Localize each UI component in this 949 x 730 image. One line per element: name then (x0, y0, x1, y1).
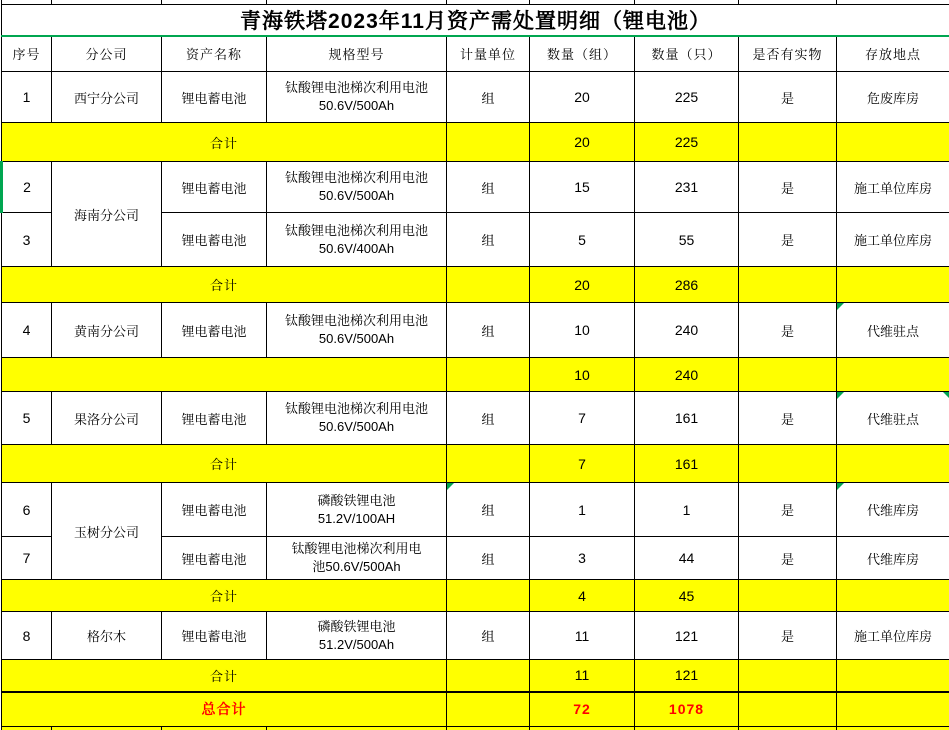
data-row-2 (2, 162, 949, 213)
grand-total-qty-pieces[interactable]: 1078 (635, 692, 739, 727)
cell-r5-qty-groups[interactable]: 7 (530, 392, 635, 445)
subtotal-row-2 (2, 267, 949, 303)
subtotal-row-6 (2, 660, 949, 692)
spec-line1: 钛酸锂电池梯次利用电池 (284, 222, 428, 238)
data-row-8 (2, 612, 949, 660)
col-header-qty-groups[interactable]: 数量（组） (530, 36, 635, 72)
cell-r3-qty-pieces[interactable]: 55 (635, 213, 739, 267)
subtotal-empty[interactable] (837, 267, 949, 303)
cell-r6-unit[interactable] (447, 483, 530, 537)
cell-r2-location[interactable]: 施工单位库房 (837, 162, 949, 213)
subtotal-empty[interactable] (739, 267, 837, 303)
page-title[interactable]: 青海铁塔2023年11月资产需处置明细（锂电池） (2, 4, 949, 36)
spec-line1: 钛酸锂电池梯次利用电池 (284, 401, 428, 417)
cell-r4-serial[interactable]: 4 (2, 303, 52, 358)
cell-r4-location[interactable] (837, 303, 949, 358)
spec-line2: 50.6V/400Ah (318, 240, 395, 256)
title-row (2, 4, 949, 36)
cell-r3-serial[interactable]: 3 (2, 213, 52, 267)
cell-r7-asset[interactable]: 锂电蓄电池 (162, 537, 267, 580)
cell-r4-qty-groups[interactable]: 10 (530, 303, 635, 358)
cell-r2-physical[interactable]: 是 (739, 162, 837, 213)
subtotal-label[interactable]: 合计 (2, 580, 447, 612)
cell-r1-qty-groups[interactable]: 20 (530, 72, 635, 123)
subtotal-qty-groups[interactable]: 20 (530, 267, 635, 303)
clipped-cell (635, 727, 739, 730)
cell-r5-physical[interactable]: 是 (739, 392, 837, 445)
cell-r7-qty-groups[interactable]: 3 (530, 537, 635, 580)
grand-total-unit-empty[interactable] (447, 692, 530, 727)
col-header-asset-name[interactable]: 资产名称 (162, 36, 267, 72)
cell-r3-qty-groups[interactable]: 5 (530, 213, 635, 267)
subtotal-row-3 (2, 358, 949, 392)
subtotal-unit-empty[interactable] (447, 267, 530, 303)
cell-r6-branch-merged[interactable]: 玉树分公司 (52, 483, 162, 580)
spec-line2: 50.6V/500Ah (318, 188, 395, 203)
green-flag-icon (447, 483, 454, 490)
col-header-serial[interactable]: 序号 (2, 36, 52, 72)
subtotal-label[interactable] (2, 358, 447, 392)
subtotal-unit-empty[interactable] (447, 580, 530, 612)
subtotal-empty[interactable] (837, 123, 949, 162)
cell-r8-location[interactable]: 施工单位库房 (837, 612, 949, 660)
col-header-has-physical[interactable]: 是否有实物 (739, 36, 837, 72)
subtotal-qty-groups[interactable]: 11 (530, 660, 635, 692)
spec-line2: 50.6V/500Ah (318, 419, 395, 434)
subtotal-label[interactable]: 合计 (2, 123, 447, 162)
subtotal-label[interactable]: 合计 (2, 445, 447, 483)
cell-r5-branch[interactable]: 果洛分公司 (52, 392, 162, 445)
grand-total-empty[interactable] (837, 692, 949, 727)
cell-r2-asset[interactable]: 锂电蓄电池 (162, 162, 267, 213)
subtotal-qty-pieces[interactable]: 240 (635, 358, 739, 392)
spec-line1: 钛酸锂电池梯次利用电池 (284, 170, 428, 186)
subtotal-row-1 (2, 123, 949, 162)
subtotal-empty[interactable] (837, 358, 949, 392)
cell-r5-qty-pieces[interactable]: 161 (635, 392, 739, 445)
subtotal-row-4 (2, 445, 949, 483)
clipped-cell (530, 727, 635, 730)
subtotal-qty-groups[interactable]: 7 (530, 445, 635, 483)
subtotal-empty[interactable] (739, 660, 837, 692)
cell-r6-qty-groups[interactable]: 1 (530, 483, 635, 537)
cell-r4-physical[interactable]: 是 (739, 303, 837, 358)
spec-line1: 钛酸锂电池梯次利用电池 (284, 80, 428, 96)
clipped-cell (267, 727, 447, 730)
spec-line2: 51.2V/100AH (317, 510, 396, 526)
cell-r7-physical[interactable]: 是 (739, 537, 837, 580)
cell-r3-location[interactable]: 施工单位库房 (837, 213, 949, 267)
cell-r3-spec[interactable] (267, 213, 447, 267)
cell-r4-spec[interactable] (267, 303, 447, 358)
subtotal-empty[interactable] (739, 358, 837, 392)
subtotal-row-5 (2, 580, 949, 612)
spec-line2: 池50.6V/500Ah (312, 559, 401, 574)
subtotal-empty[interactable] (739, 580, 837, 612)
cell-r1-serial[interactable]: 1 (2, 72, 52, 123)
location-text: 代维驻点 (866, 323, 919, 339)
cell-r8-asset[interactable]: 锂电蓄电池 (162, 612, 267, 660)
clipped-cell (447, 727, 530, 730)
subtotal-qty-pieces[interactable]: 45 (635, 580, 739, 612)
cell-r3-asset[interactable]: 锂电蓄电池 (162, 213, 267, 267)
spec-line1: 磷酸铁锂电池 (317, 492, 396, 508)
subtotal-empty[interactable] (837, 660, 949, 692)
subtotal-unit-empty[interactable] (447, 358, 530, 392)
grand-total-qty-groups[interactable]: 72 (530, 692, 635, 727)
subtotal-qty-pieces[interactable]: 121 (635, 660, 739, 692)
cell-r6-serial[interactable]: 6 (2, 483, 52, 537)
spec-line2: 50.6V/500Ah (318, 98, 395, 113)
spec-line1: 钛酸锂电池梯次利用电池 (284, 313, 428, 329)
clipped-row-below (2, 727, 949, 730)
cell-r8-qty-groups[interactable]: 11 (530, 612, 635, 660)
cell-r5-unit[interactable]: 组 (447, 392, 530, 445)
subtotal-qty-groups[interactable]: 20 (530, 123, 635, 162)
clipped-cell (739, 727, 837, 730)
cell-r5-asset[interactable]: 锂电蓄电池 (162, 392, 267, 445)
spec-line1: 磷酸铁锂电池 (317, 618, 396, 634)
cell-r1-physical[interactable]: 是 (739, 72, 837, 123)
cell-r1-spec[interactable] (267, 72, 447, 123)
cell-r2-qty-groups[interactable]: 15 (530, 162, 635, 213)
subtotal-qty-groups[interactable]: 4 (530, 580, 635, 612)
cell-r7-unit[interactable]: 组 (447, 537, 530, 580)
unit-text: 组 (481, 503, 495, 518)
cell-r6-asset[interactable]: 锂电蓄电池 (162, 483, 267, 537)
cell-r1-branch[interactable]: 西宁分公司 (52, 72, 162, 123)
subtotal-unit-empty[interactable] (447, 660, 530, 692)
clipped-cell (52, 727, 162, 730)
spec-line2: 51.2V/500Ah (318, 636, 395, 652)
cell-r5-location[interactable] (837, 392, 949, 445)
green-flag-icon (837, 483, 844, 490)
cell-r1-qty-pieces[interactable]: 225 (635, 72, 739, 123)
cell-r2-serial[interactable]: 2 (2, 162, 52, 213)
cell-r7-serial[interactable]: 7 (2, 537, 52, 580)
subtotal-qty-pieces[interactable]: 225 (635, 123, 739, 162)
col-header-branch[interactable]: 分公司 (52, 36, 162, 72)
cell-r8-unit[interactable]: 组 (447, 612, 530, 660)
subtotal-label[interactable]: 合计 (2, 660, 447, 692)
cell-r6-physical[interactable]: 是 (739, 483, 837, 537)
clipped-cell (837, 727, 949, 730)
subtotal-label[interactable]: 合计 (2, 267, 447, 303)
cell-r1-unit[interactable]: 组 (447, 72, 530, 123)
spec-line2: 50.6V/500Ah (318, 331, 395, 346)
cell-r1-asset[interactable]: 锂电蓄电池 (162, 72, 267, 123)
subtotal-unit-empty[interactable] (447, 123, 530, 162)
data-row-1 (2, 72, 949, 123)
spec-line1: 钛酸锂电池梯次利用电 (291, 541, 422, 557)
data-row-6 (2, 483, 949, 537)
cell-r2-spec[interactable] (267, 162, 447, 213)
location-text: 代维库房 (866, 503, 919, 518)
grand-total-label[interactable]: 总合计 (2, 692, 447, 727)
data-row-5 (2, 392, 949, 445)
clipped-cell (2, 727, 52, 730)
table-header-row (2, 36, 949, 72)
cell-r4-unit[interactable]: 组 (447, 303, 530, 358)
cell-r4-branch[interactable]: 黄南分公司 (52, 303, 162, 358)
subtotal-qty-pieces[interactable]: 161 (635, 445, 739, 483)
cell-r2-qty-pieces[interactable]: 231 (635, 162, 739, 213)
col-header-unit[interactable]: 计量单位 (447, 36, 530, 72)
clipped-cell (162, 727, 267, 730)
green-flag-icon (837, 392, 844, 399)
location-text: 代维驻点 (866, 411, 919, 427)
cell-r4-asset[interactable]: 锂电蓄电池 (162, 303, 267, 358)
grand-total-row (2, 692, 949, 727)
cell-r7-location[interactable]: 代维库房 (837, 537, 949, 580)
subtotal-qty-pieces[interactable]: 286 (635, 267, 739, 303)
subtotal-empty[interactable] (837, 445, 949, 483)
cell-r4-qty-pieces[interactable]: 240 (635, 303, 739, 358)
green-flag-icon (837, 303, 844, 310)
cell-r8-spec[interactable] (267, 612, 447, 660)
subtotal-empty[interactable] (739, 123, 837, 162)
cell-r5-serial[interactable]: 5 (2, 392, 52, 445)
cell-r3-unit[interactable]: 组 (447, 213, 530, 267)
col-header-spec-model[interactable]: 规格型号 (267, 36, 447, 72)
cell-r8-physical[interactable]: 是 (739, 612, 837, 660)
subtotal-empty[interactable] (837, 580, 949, 612)
subtotal-qty-groups[interactable]: 10 (530, 358, 635, 392)
cell-r6-location[interactable] (837, 483, 949, 537)
cell-r2-unit[interactable]: 组 (447, 162, 530, 213)
cell-r1-location[interactable]: 危废库房 (837, 72, 949, 123)
cell-r8-qty-pieces[interactable]: 121 (635, 612, 739, 660)
cell-r2-branch-merged[interactable]: 海南分公司 (52, 162, 162, 267)
green-flag-icon (943, 392, 949, 398)
cell-r5-spec[interactable] (267, 392, 447, 445)
cell-r7-spec[interactable] (267, 537, 447, 580)
cell-r6-spec[interactable] (267, 483, 447, 537)
subtotal-empty[interactable] (739, 445, 837, 483)
grand-total-empty[interactable] (739, 692, 837, 727)
col-header-qty-pieces[interactable]: 数量（只） (635, 36, 739, 72)
cell-r6-qty-pieces[interactable]: 1 (635, 483, 739, 537)
cell-r3-physical[interactable]: 是 (739, 213, 837, 267)
col-header-storage-location[interactable]: 存放地点 (837, 36, 949, 72)
cell-r7-qty-pieces[interactable]: 44 (635, 537, 739, 580)
cell-r8-serial[interactable]: 8 (2, 612, 52, 660)
cell-r8-branch[interactable]: 格尔木 (52, 612, 162, 660)
subtotal-unit-empty[interactable] (447, 445, 530, 483)
data-row-4 (2, 303, 949, 358)
